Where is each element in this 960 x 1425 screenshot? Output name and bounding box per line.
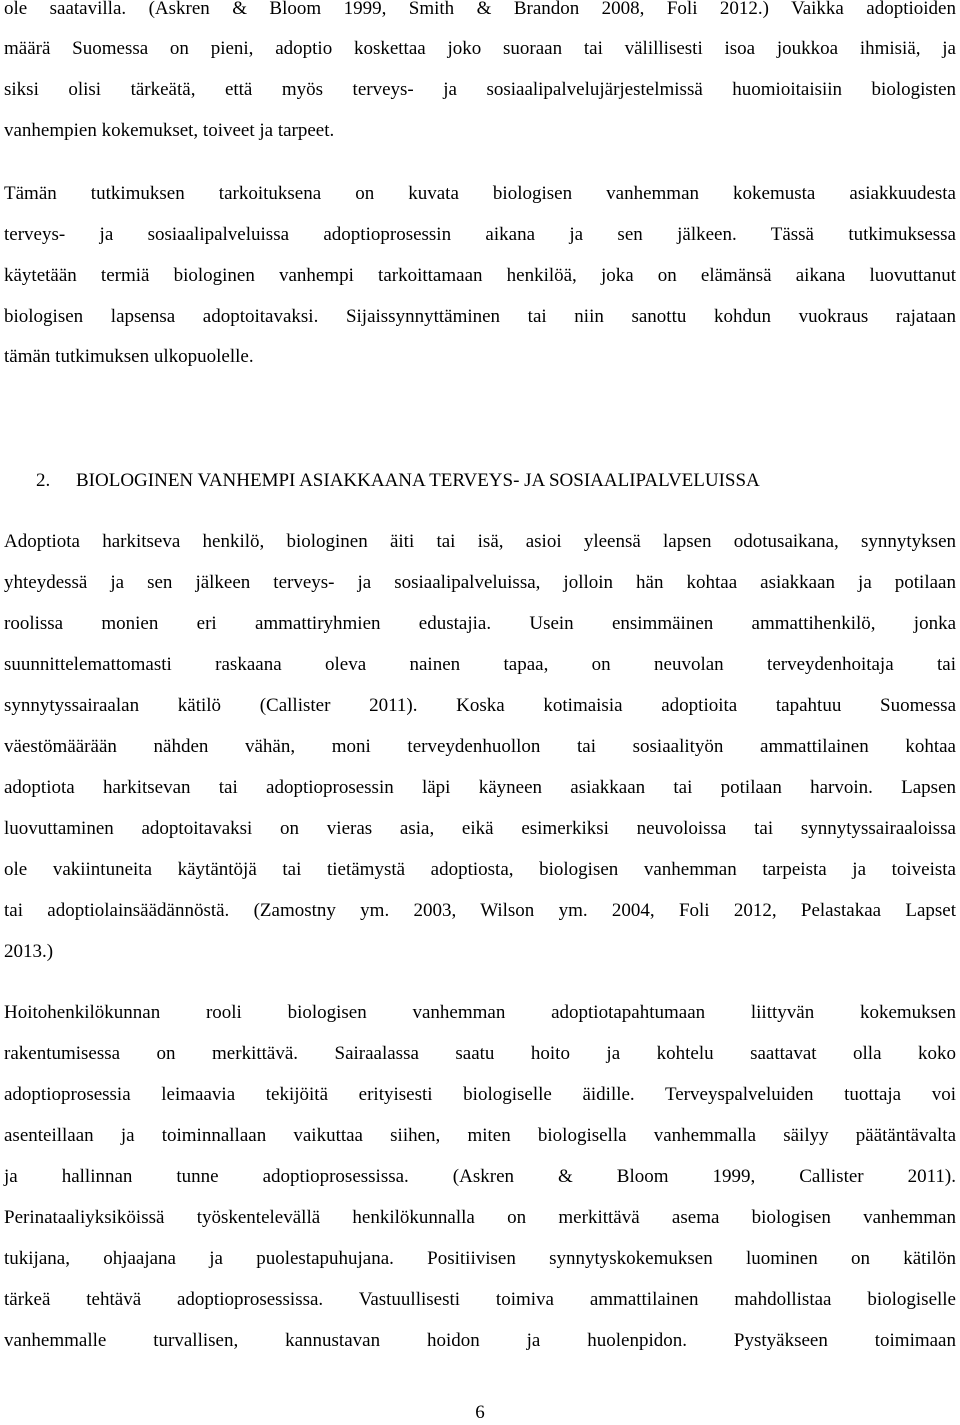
text-line: biologisen lapsensa adoptoitavaksi. Sijaissynnyttäminen tai niin sanottu kohdun vuokraus rajataan — [4, 306, 956, 327]
text-line: Perinataaliyksiköissä työskentelevällä henkilökunnalla on merkittävä asema biologisen vanhemman — [4, 1207, 956, 1228]
text-line: käytetään termiä biologinen vanhempi tarkoittamaan henkilöä, joka on elämänsä aikana luovuttanut — [4, 265, 956, 286]
text-line: terveys- ja sosiaalipalveluissa adoptioprosessin aikana ja sen jälkeen. Tässä tutkimuksessa — [4, 224, 956, 245]
section-title: BIOLOGINEN VANHEMPI ASIAKKAANA TERVEYS- JA SOSIAALIPALVELUISSA — [76, 470, 760, 491]
text-line: suunnittelemattomasti raskaana oleva nainen tapaa, on neuvolan terveydenhoitaja tai — [4, 654, 956, 675]
section-heading — [36, 469, 760, 493]
text-line: ole saatavilla. (Askren & Bloom 1999, Smith & Brandon 2008, Foli 2012.) Vaikka adoptioiden — [4, 0, 956, 19]
text-line: tärkeä tehtävä adoptioprosessissa. Vastuullisesti toimiva ammattilainen mahdollistaa biologiselle — [4, 1289, 956, 1310]
text-line: 2013.) — [4, 941, 54, 962]
text-line: väestömäärään nähden vähän, moni terveydenhuollon tai sosiaalityön ammattilainen kohtaa — [4, 736, 956, 757]
section-number: 2. — [36, 470, 51, 491]
text-line: ja hallinnan tunne adoptioprosessissa. (Askren & Bloom 1999, Callister 2011). — [4, 1166, 956, 1187]
text-line: Adoptiota harkitseva henkilö, biologinen äiti tai isä, asioi yleensä lapsen odotusaikana, synnytyksen — [4, 531, 956, 552]
text-line: adoptiota harkitsevan tai adoptioprosessin läpi käyneen asiakkaan tai potilaan harvoin. Lapsen — [4, 777, 956, 798]
text-line: tai adoptiolainsäädännöstä. (Zamostny ym. 2003, Wilson ym. 2004, Foli 2012, Pelastakaa Lapset — [4, 900, 956, 921]
text-line: asenteillaan ja toiminnallaan vaikuttaa siihen, miten biologisella vanhemmalla säilyy päätäntävalta — [4, 1125, 956, 1146]
text-line: tämän tutkimuksen ulkopuolelle. — [4, 346, 254, 367]
text-line: Hoitohenkilökunnan rooli biologisen vanhemman adoptiotapahtumaan liittyvän kokemuksen — [4, 1002, 956, 1023]
text-line: siksi olisi tärkeätä, että myös terveys- ja sosiaalipalvelujärjestelmissä huomioitaisiin biologisten — [4, 79, 956, 100]
text-line: rakentumisessa on merkittävä. Sairaalassa saatu hoito ja kohtelu saattavat olla koko — [4, 1043, 956, 1064]
text-line: roolissa monien eri ammattiryhmien edustajia. Usein ensimmäinen ammattihenkilö, jonka — [4, 613, 956, 634]
text-line: synnytyssairaalan kätilö (Callister 2011). Koska kotimaisia adoptioita tapahtuu Suomessa — [4, 695, 956, 716]
text-line: vanhemmalle turvallisen, kannustavan hoidon ja huolenpidon. Pystyäkseen toimimaan — [4, 1330, 956, 1351]
text-line: määrä Suomessa on pieni, adoptio koskettaa joko suoraan tai välillisesti isoa joukkoa ihmisiä, ja — [4, 38, 956, 59]
text-line: adoptioprosessia leimaavia tekijöitä erityisesti biologiselle äidille. Terveyspalveluiden tuottaja voi — [4, 1084, 956, 1105]
text-line: ole vakiintuneita käytäntöjä tai tietämystä adoptiosta, biologisen vanhemman tarpeista ja toiveista — [4, 859, 956, 880]
page-number: 6 — [475, 1402, 485, 1423]
text-line: yhteydessä ja sen jälkeen terveys- ja sosiaalipalveluissa, jolloin hän kohtaa asiakkaan ja potilaan — [4, 572, 956, 593]
text-line: luovuttaminen adoptoitavaksi on vieras asia, eikä esimerkiksi neuvoloissa tai synnytyssairaaloissa — [4, 818, 956, 839]
text-line: Tämän tutkimuksen tarkoituksena on kuvata biologisen vanhemman kokemusta asiakkuudesta — [4, 183, 956, 204]
text-line: tukijana, ohjaajana ja puolestapuhujana. Positiivisen synnytyskokemuksen luominen on kätilön — [4, 1248, 956, 1269]
text-line: vanhempien kokemukset, toiveet ja tarpeet. — [4, 120, 335, 141]
